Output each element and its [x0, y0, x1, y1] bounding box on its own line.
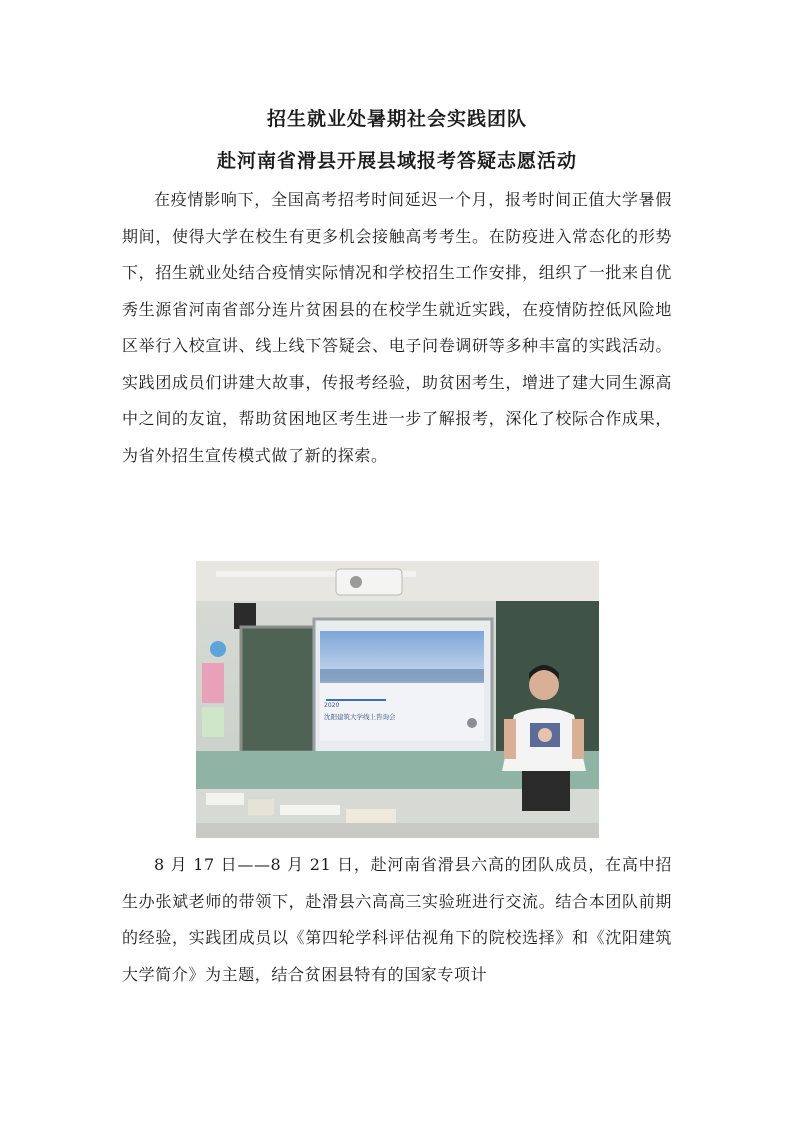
slide-title: 沈阳建筑大学线上咨询会 [324, 713, 396, 721]
document-title-line2: 赴河南省滑县开展县域报考答疑志愿活动 [216, 150, 577, 172]
paragraph-exchange: 8 月 17 日——8 月 21 日，赴河南省滑县六高的团队成员，在高中招生办张斌老师的带领下，赴滑县六高高三实验班进行交流。结合本团队前期的经验，实践团成员以《第四轮学科评估视角下的院校选择》和《沈阳建筑大学简介》为主题，结合贫困县特有的国家专项计 [122, 855, 672, 984]
slide-year: 2020 [324, 702, 340, 709]
document-title-line1: 招生就业处暑期社会实践团队 [266, 108, 527, 130]
classroom-photo [196, 561, 599, 838]
paragraph-intro: 在疫情影响下，全国高考招考时间延迟一个月，报考时间正值大学暑假期间，使得大学在校生有更多机会接触高考考生。在防疫进入常态化的形势下，招生就业处结合疫情实际情况和学校招生工作安排，组织了一批来自优秀生源省河南省部分连片贫困县的在校学生就近实践，在疫情防控低风险地区举行入校宣讲、线上线下答疑会、电子问卷调研等多种丰富的实践活动。实践团成员们讲建大故事，传报考经验，助贫困考生，增进了建大同生源高中之间的友谊，帮助贫困地区考生进一步了解报考，深化了校际合作成果，为省外招生宣传模式做了新的探索。 [122, 190, 672, 465]
